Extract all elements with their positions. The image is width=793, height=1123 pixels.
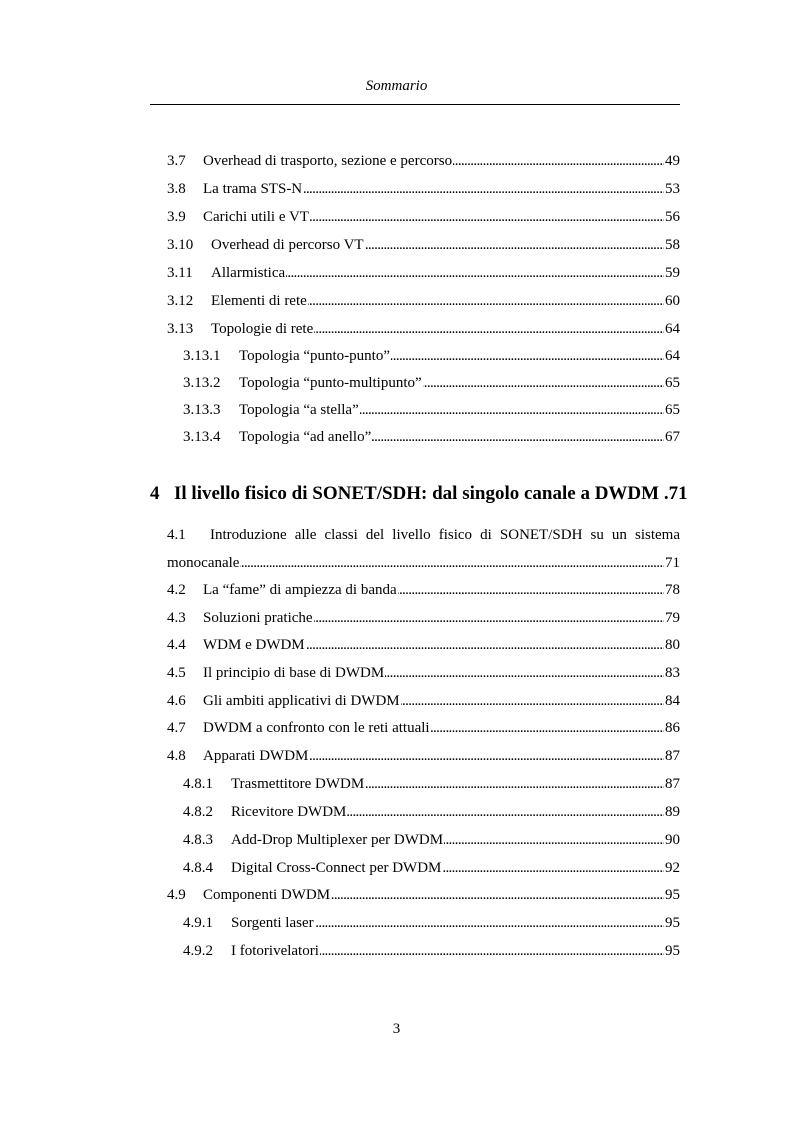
toc-entry-title: WDM e DWDM <box>203 637 305 653</box>
dot-leader <box>306 636 664 654</box>
toc-entry-4-8-2 <box>183 801 680 821</box>
dot-leader <box>310 208 664 226</box>
toc-entry-page: 80 <box>665 637 680 653</box>
dot-leader <box>309 747 664 765</box>
toc-entry-title: Componenti DWDM <box>203 887 331 903</box>
toc-entry-page: 65 <box>665 375 680 391</box>
toc-entry-4-8 <box>167 745 680 765</box>
toc-entry-number: 4.2 <box>167 582 186 598</box>
chapter-heading <box>150 482 688 506</box>
toc-entry-number: 4.9.1 <box>183 915 213 931</box>
toc-entry-page: 84 <box>665 693 680 709</box>
toc-entry-number: 3.13.1 <box>183 348 221 364</box>
toc-entry-title: Topologie di rete <box>211 321 314 337</box>
toc-entry-title: Apparati DWDM <box>203 748 309 764</box>
toc-entry-page: 87 <box>665 748 680 764</box>
toc-entry-number: 4.8.4 <box>183 860 213 876</box>
dot-leader <box>365 775 664 793</box>
dot-leader <box>401 692 664 710</box>
toc-entry-page: 67 <box>665 429 680 445</box>
toc-entry-page: 79 <box>665 610 680 626</box>
toc-entry-page: 95 <box>665 915 680 931</box>
toc-entry-page: 95 <box>665 887 680 903</box>
toc-entry-number: 3.8 <box>167 181 186 197</box>
toc-entry-number: 3.13.3 <box>183 402 221 418</box>
toc-entry-page: 64 <box>665 321 680 337</box>
dot-leader <box>314 609 664 627</box>
toc-entry-number: 3.13 <box>167 321 194 337</box>
toc-entry-title: Soluzioni pratiche <box>203 610 313 626</box>
toc-entry-number: 4.4 <box>167 637 186 653</box>
running-header: Sommario <box>365 78 428 94</box>
toc-entry-number: 4.1 <box>167 527 186 543</box>
dot-leader <box>442 859 664 877</box>
dot-leader <box>444 831 664 849</box>
toc-entry-page: 87 <box>665 776 680 792</box>
toc-entry-page: 58 <box>665 237 680 253</box>
toc-entry-number: 3.13.4 <box>183 429 221 445</box>
toc-entry-number: 4.9.2 <box>183 943 213 959</box>
toc-entry-page: 71 <box>665 555 680 571</box>
toc-entry-4-8-3 <box>183 829 680 849</box>
dot-leader <box>347 803 664 821</box>
dot-leader <box>308 292 664 310</box>
toc-entry-title: Topologia “punto-multipunto” <box>239 375 422 391</box>
toc-entry-number: 4.8.1 <box>183 776 213 792</box>
toc-entry-number: 3.10 <box>167 237 194 253</box>
toc-entry-number: 4.8.2 <box>183 804 213 820</box>
dot-leader <box>315 914 664 932</box>
toc-entry-number: 4.3 <box>167 610 186 626</box>
toc-entry-number: 4.7 <box>167 720 186 736</box>
toc-entry-title: Allarmistica <box>211 265 286 281</box>
toc-entry-number: 4.5 <box>167 665 186 681</box>
toc-entry-title: Carichi utili e VT <box>203 209 309 225</box>
dot-leader <box>398 581 664 599</box>
toc-entry-4-9-1 <box>183 912 680 932</box>
toc-entry-title: Introduzione alle classi del livello fisico di SONET/SDH su un sistema <box>210 527 680 543</box>
toc-entry-4-8-1 <box>183 773 680 793</box>
dot-leader <box>240 554 664 572</box>
toc-entry-title: Topologia “punto-punto” <box>239 348 391 364</box>
dot-leader <box>431 719 664 737</box>
toc-entry-title: Sorgenti laser <box>231 915 314 931</box>
toc-entry-page: 60 <box>665 293 680 309</box>
toc-entry-title: Overhead di percorso VT <box>211 237 364 253</box>
header-rule <box>150 104 680 105</box>
toc-entry-page: 59 <box>665 265 680 281</box>
dot-leader <box>372 428 664 446</box>
chapter-number: 4 <box>150 483 160 504</box>
toc-entry-title: Trasmettitore DWDM <box>231 776 365 792</box>
toc-entry-page: 49 <box>665 153 680 169</box>
toc-entry-title: DWDM a confronto con le reti attuali <box>203 720 430 736</box>
toc-entry-4-4 <box>167 634 680 654</box>
page-number: 3 <box>392 1021 401 1037</box>
toc-entry-title: La trama STS-N <box>203 181 303 197</box>
toc-entry-title: Add-Drop Multiplexer per DWDM <box>231 832 444 848</box>
toc-entry-page: 83 <box>665 665 680 681</box>
toc-entry-3-13 <box>167 318 680 338</box>
toc-entry-title: La “fame” di ampiezza di banda <box>203 582 397 598</box>
toc-entry-3-9 <box>167 206 680 226</box>
toc-entry-title: Topologia “a stella” <box>239 402 359 418</box>
toc-entry-page: 78 <box>665 582 680 598</box>
toc-entry-number: 3.11 <box>167 265 193 281</box>
toc-entry-3-11 <box>167 262 680 282</box>
toc-entry-number: 4.8.3 <box>183 832 213 848</box>
toc-entry-number: 3.12 <box>167 293 194 309</box>
dot-leader <box>360 401 664 419</box>
dot-leader <box>453 152 664 170</box>
toc-entry-4-6 <box>167 690 680 710</box>
toc-entry-page: 89 <box>665 804 680 820</box>
toc-entry-4-1-line1 <box>167 526 680 544</box>
chapter-title: Il livello fisico di SONET/SDH: dal singolo canale a DWDM <box>174 483 660 504</box>
toc-entry-4-9-2 <box>183 940 680 960</box>
toc-entry-4-9 <box>167 884 680 904</box>
toc-entry-title: I fotorivelatori <box>231 943 319 959</box>
toc-entry-number: 4.8 <box>167 748 186 764</box>
dot-leader <box>303 180 664 198</box>
toc-entry-page: 65 <box>665 402 680 418</box>
toc-entry-title: Topologia “ad anello” <box>239 429 372 445</box>
toc-entry-title: Gli ambiti applicativi di DWDM <box>203 693 400 709</box>
toc-entry-page: 56 <box>665 209 680 225</box>
toc-entry-page: 92 <box>665 860 680 876</box>
dot-leader <box>365 236 664 254</box>
toc-entry-3-8 <box>167 178 680 198</box>
toc-entry-3-13-4 <box>183 426 680 446</box>
toc-entry-number: 3.9 <box>167 209 186 225</box>
toc-entry-4-3 <box>167 607 680 627</box>
dot-leader <box>320 942 664 960</box>
dot-leader <box>385 664 664 682</box>
toc-entry-4-8-4 <box>183 857 680 877</box>
dot-leader <box>286 264 664 282</box>
toc-entry-3-10 <box>167 234 680 254</box>
dot-leader <box>314 320 664 338</box>
toc-entry-page: 95 <box>665 943 680 959</box>
toc-entry-page: 64 <box>665 348 680 364</box>
chapter-page: .71 <box>663 483 688 504</box>
toc-entry-page: 86 <box>665 720 680 736</box>
dot-leader <box>391 347 664 365</box>
toc-entry-number: 4.6 <box>167 693 186 709</box>
toc-entry-3-13-1 <box>183 345 680 365</box>
toc-entry-page: 53 <box>665 181 680 197</box>
toc-entry-title-continued: monocanale <box>167 555 240 571</box>
toc-entry-3-13-2 <box>183 372 680 392</box>
toc-entry-title: Digital Cross-Connect per DWDM <box>231 860 442 876</box>
toc-entry-number: 3.13.2 <box>183 375 221 391</box>
toc-entry-4-7 <box>167 717 680 737</box>
dot-leader <box>423 374 664 392</box>
toc-entry-3-7 <box>167 150 680 170</box>
toc-entry-4-2 <box>167 579 680 599</box>
toc-entry-page: 90 <box>665 832 680 848</box>
toc-entry-title: Il principio di base di DWDM <box>203 665 385 681</box>
toc-entry-title: Elementi di rete <box>211 293 307 309</box>
dot-leader <box>331 886 664 904</box>
toc-entry-3-12 <box>167 290 680 310</box>
toc-entry-title: Ricevitore DWDM <box>231 804 347 820</box>
toc-entry-title: Overhead di trasporto, sezione e percorso <box>203 153 453 169</box>
toc-entry-number: 4.9 <box>167 887 186 903</box>
toc-entry-3-13-3 <box>183 399 680 419</box>
toc-entry-4-5 <box>167 662 680 682</box>
toc-entry-number: 3.7 <box>167 153 186 169</box>
toc-entry-4-1-line2 <box>167 552 680 572</box>
